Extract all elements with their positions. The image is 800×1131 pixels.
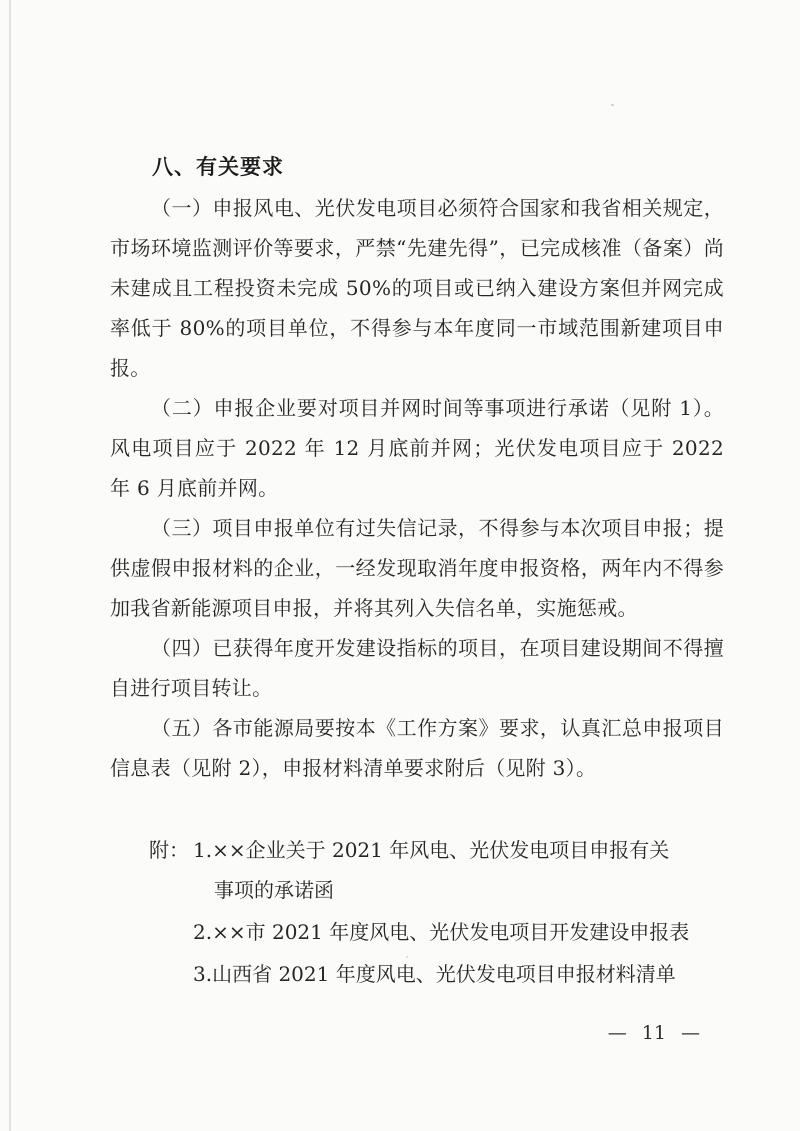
page-number: — 11 —: [607, 1022, 700, 1044]
attachment-title: ××企业关于 2021 年风电、光伏发电项目申报有关: [212, 838, 670, 862]
section-heading: 八、有关要求: [152, 155, 284, 179]
attachment-number: 2.: [193, 920, 213, 944]
attachment-title-continued: 事项的承诺函: [214, 878, 334, 902]
attachment-number: 3.: [193, 962, 213, 986]
attachment-item-1: [193, 830, 724, 910]
document-body: [110, 146, 724, 994]
paragraph-4: （四）已获得年度开发建设指标的项目，在项目建设期间不得擅自进行项目转让。: [110, 636, 724, 700]
paragraph-2: （二）申报企业要对项目并网时间等事项进行承诺（见附 1）。风电项目应于 2022 年 12 月底前并网；光伏发电项目应于 2022 年 6 月底前并网。: [110, 396, 724, 500]
paragraph-5: （五）各市能源局要按本《工作方案》要求，认真汇总申报项目信息表（见附 2），申报材料清单要求附后（见附 3）。: [110, 716, 724, 780]
attachments-block: [149, 830, 724, 994]
paragraph-3: （三）项目申报单位有过失信记录，不得参与本次项目申报；提供虚假申报材料的企业，一经发现取消年度申报资格，两年内不得参加我省新能源项目申报，并将其列入失信名单，实施惩戒。: [110, 516, 724, 620]
attachment-item-3: [193, 954, 724, 994]
attachments-list: [193, 830, 724, 994]
paragraph-1: （一）申报风电、光伏发电项目必须符合国家和我省相关规定，市场环境监测评价等要求，严禁“先建先得”，已完成核准（备案）尚未建成且工程投资未完成 50%的项目或已纳入建设方案但并网完成率低于 80%的项目单位，不得参与本年度同一市域范围新建项目申报。: [110, 196, 724, 380]
attachment-title: ××市 2021 年度风电、光伏发电项目开发建设申报表: [212, 920, 690, 944]
scan-edge-artifact: [9, 0, 11, 1131]
scan-speck: [611, 104, 614, 106]
attachments-label: 附：: [149, 838, 189, 862]
attachment-title: 山西省 2021 年度风电、光伏发电项目申报材料清单: [212, 962, 676, 986]
attachment-number: 1.: [193, 838, 213, 862]
attachment-item-2: [193, 912, 724, 952]
